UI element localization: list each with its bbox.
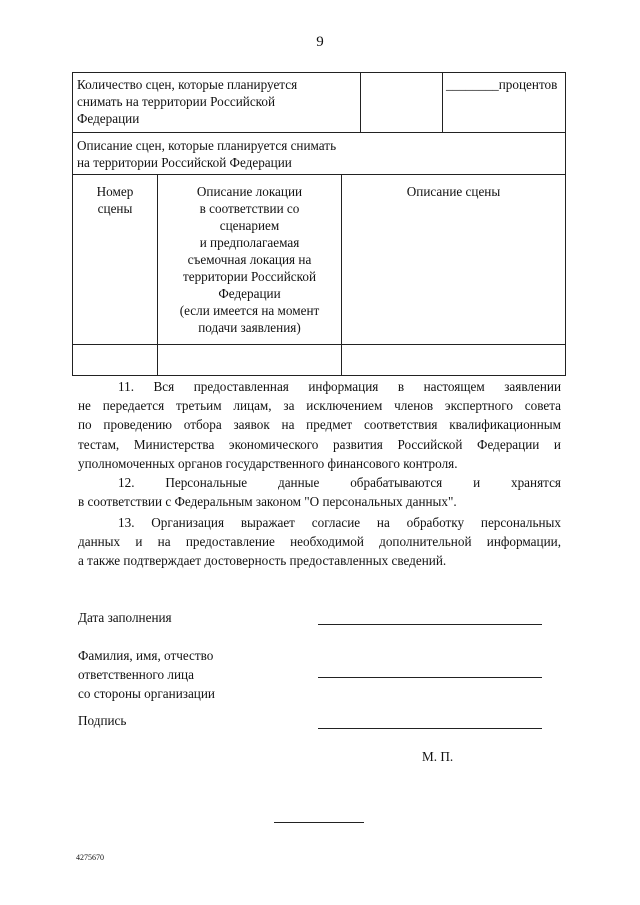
scenes-description-label: Описание сцен, которые планируется снимать на территории Российской Федерации [77, 138, 337, 170]
header-scene-number: Номер сцены [96, 184, 134, 216]
paragraph-12: 12. Персональные данные обрабатываются и хранятся в соответствии с Федеральным законом "О персональных данных". [78, 475, 561, 510]
percent-field [446, 76, 564, 93]
percent-blank: ________ [446, 77, 499, 92]
footer-code: 4275670 [76, 853, 104, 862]
empty-cell-location[interactable] [158, 345, 341, 375]
signature-line[interactable] [318, 728, 542, 729]
empty-cell-scene-number[interactable] [73, 345, 157, 375]
page-number: 9 [316, 34, 324, 50]
date-label: Дата заполнения [78, 610, 172, 625]
stamp-place: М. П. [422, 749, 454, 764]
header-location-description: Описание локации в соответствии со сценарием и предполагаемая съемочная локация на территории Российской Федерации (если имеется на момент подачи заявления) [179, 184, 320, 335]
empty-cell-scene[interactable] [342, 345, 565, 375]
header-scene-description: Описание сцены [406, 184, 501, 199]
percent-suffix: процентов [498, 77, 558, 92]
fio-signature-line[interactable] [318, 677, 542, 678]
scene-count-label: Количество сцен, которые планируется снимать на территории Российской Федерации [77, 77, 298, 126]
date-signature-line[interactable] [318, 624, 542, 625]
responsible-person-label: Фамилия, имя, отчество ответственного лица со стороны организации [78, 648, 215, 701]
paragraph-13: 13. Организация выражает согласие на обработку персональных данных и на предоставление необходимой дополнительной информации, а также подтверждает достоверность предоставленных сведений. [78, 515, 561, 569]
paragraph-11: 11. Вся предоставленная информация в настоящем заявлении не передается третьим лицам, за исключением членов экспертного совета по проведению отбора заявок на предмет соответствия квалификационным тестам, Министерства экономического развития Российской Федерации и уполномоченных органов государственного финансового контроля. [78, 379, 561, 471]
document-end-separator [274, 822, 364, 823]
signature-label: Подпись [78, 713, 127, 728]
